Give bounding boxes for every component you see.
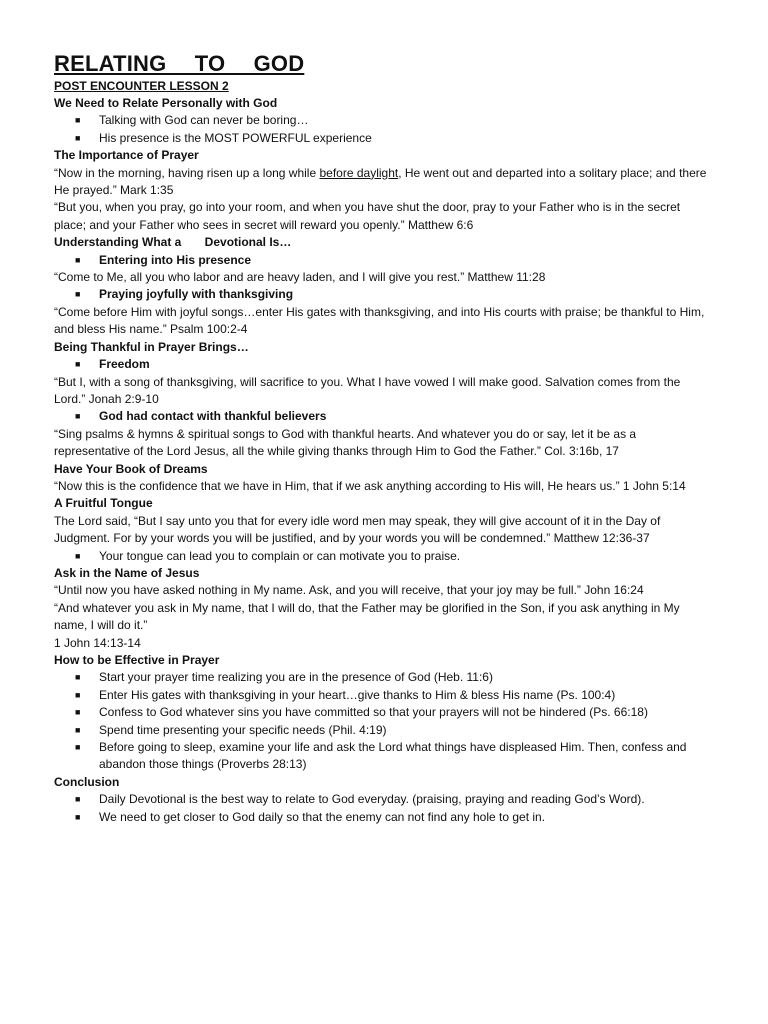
bullet-list bbox=[54, 548, 714, 565]
scripture-quote bbox=[54, 165, 714, 200]
bullet-list bbox=[54, 252, 714, 269]
scripture-quote: “But I, with a song of thanksgiving, will sacrifice to you. What I have vowed I will make good. Salvation comes from the Lord.” Jonah 2:9-10 bbox=[54, 374, 681, 406]
document-page bbox=[54, 50, 714, 826]
section-heading: How to be Effective in Prayer bbox=[54, 653, 220, 667]
bullet-item: ■ Praying joyfully with thanksgiving bbox=[54, 286, 714, 303]
bullet-item: ■ We need to get closer to God daily so that the enemy can not find any hole to get in. bbox=[54, 809, 714, 826]
scripture-quote: “Come to Me, all you who labor and are heavy laden, and I will give you rest.” Matthew 11:28 bbox=[54, 270, 546, 285]
bullet-item: ■ Before going to sleep, examine your life and ask the Lord what things have displeased Him. Then, confess and abandon those things (Proverbs 28:13) bbox=[54, 739, 714, 774]
bullet-item: ■ Confess to God whatever sins you have committed so that your prayers will not be hindered (Ps. 66:18) bbox=[54, 704, 714, 721]
bullet-item: ■ Daily Devotional is the best way to relate to God everyday. (praising, praying and reading God’s Word). bbox=[54, 791, 714, 808]
bullet-item: ■ Talking with God can never be boring… bbox=[54, 112, 714, 129]
bullet-item: ■ God had contact with thankful believers bbox=[54, 408, 714, 425]
scripture-quote: “Until now you have asked nothing in My name. Ask, and you will receive, that your joy may be full.” John 16:24 bbox=[54, 583, 644, 598]
scripture-quote: “Now this is the confidence that we have in Him, that if we ask anything according to His will, He hears us.” 1 John 5:14 bbox=[54, 478, 686, 493]
bullet-item: ■ Entering into His presence bbox=[54, 252, 714, 269]
bullet-item: ■ Enter His gates with thanksgiving in your heart…give thanks to Him & bless His name (Ps. 100:4) bbox=[54, 687, 714, 704]
scripture-quote: “Sing psalms & hymns & spiritual songs to God with thankful hearts. And whatever you do or say, let it be as a representative of the Lord Jesus, all the while giving thanks through Him to God the Father.” Col. 3:16b, 17 bbox=[54, 426, 637, 459]
section-heading: Have Your Book of Dreams bbox=[54, 461, 208, 476]
bullet-list bbox=[54, 791, 714, 826]
section-heading: Understanding What a Devotional Is… bbox=[54, 235, 292, 250]
scripture-quote: “Come before Him with joyful songs…enter His gates with thanksgiving, and into His courts with praise; be thankful to Him, and bless His name.” Psalm 100:2-4 bbox=[54, 304, 705, 337]
bullet-item: ■ Your tongue can lead you to complain or can motivate you to praise. bbox=[54, 548, 714, 565]
section-heading: Being Thankful in Prayer Brings… bbox=[54, 339, 249, 354]
bullet-list bbox=[54, 408, 714, 425]
underlined-text: before daylight bbox=[319, 165, 399, 180]
section-heading: Conclusion bbox=[54, 774, 120, 789]
bullet-item: ■ Spend time presenting your specific needs (Phil. 4:19) bbox=[54, 722, 714, 739]
section-heading: We Need to Relate Personally with God bbox=[54, 96, 278, 110]
page-title: RELATING TO GOD bbox=[54, 51, 305, 76]
scripture-quote: “But you, when you pray, go into your room, and when you have shut the door, pray to your Father who is in the secret place; and your Father who sees in secret will reward you openly.” Matthew 6:6 bbox=[54, 200, 681, 232]
section-heading: A Fruitful Tongue bbox=[54, 496, 153, 511]
bullet-list bbox=[54, 112, 714, 147]
quote-text: “Now in the morning, having risen up a long while bbox=[54, 165, 320, 180]
bullet-list bbox=[54, 356, 714, 373]
lesson-subtitle: POST ENCOUNTER LESSON 2 bbox=[54, 79, 229, 93]
section-heading: The Importance of Prayer bbox=[54, 148, 199, 163]
quote-text: , He went out and departed into a solitary place; and there He prayed.” Mark 1:35 bbox=[54, 165, 707, 198]
bullet-list bbox=[54, 286, 714, 303]
bullet-list bbox=[54, 669, 714, 773]
scripture-reference: 1 John 14:13-14 bbox=[54, 635, 141, 650]
scripture-quote: The Lord said, “But I say unto you that for every idle word men may speak, they will give account of it in the Day of Judgment. For by your words you will be justified, and by your words you will be condemned.” Matthew 12:36-37 bbox=[54, 513, 661, 546]
section-heading: Ask in the Name of Jesus bbox=[54, 565, 200, 580]
bullet-item: ■ Start your prayer time realizing you are in the presence of God (Heb. 11:6) bbox=[54, 669, 714, 686]
scripture-quote: “And whatever you ask in My name, that I will do, that the Father may be glorified in the Son, if you ask anything in My name, I will do it.” bbox=[54, 600, 680, 633]
bullet-item: ■ Freedom bbox=[54, 356, 714, 373]
bullet-item: ■ His presence is the MOST POWERFUL experience bbox=[54, 130, 714, 147]
